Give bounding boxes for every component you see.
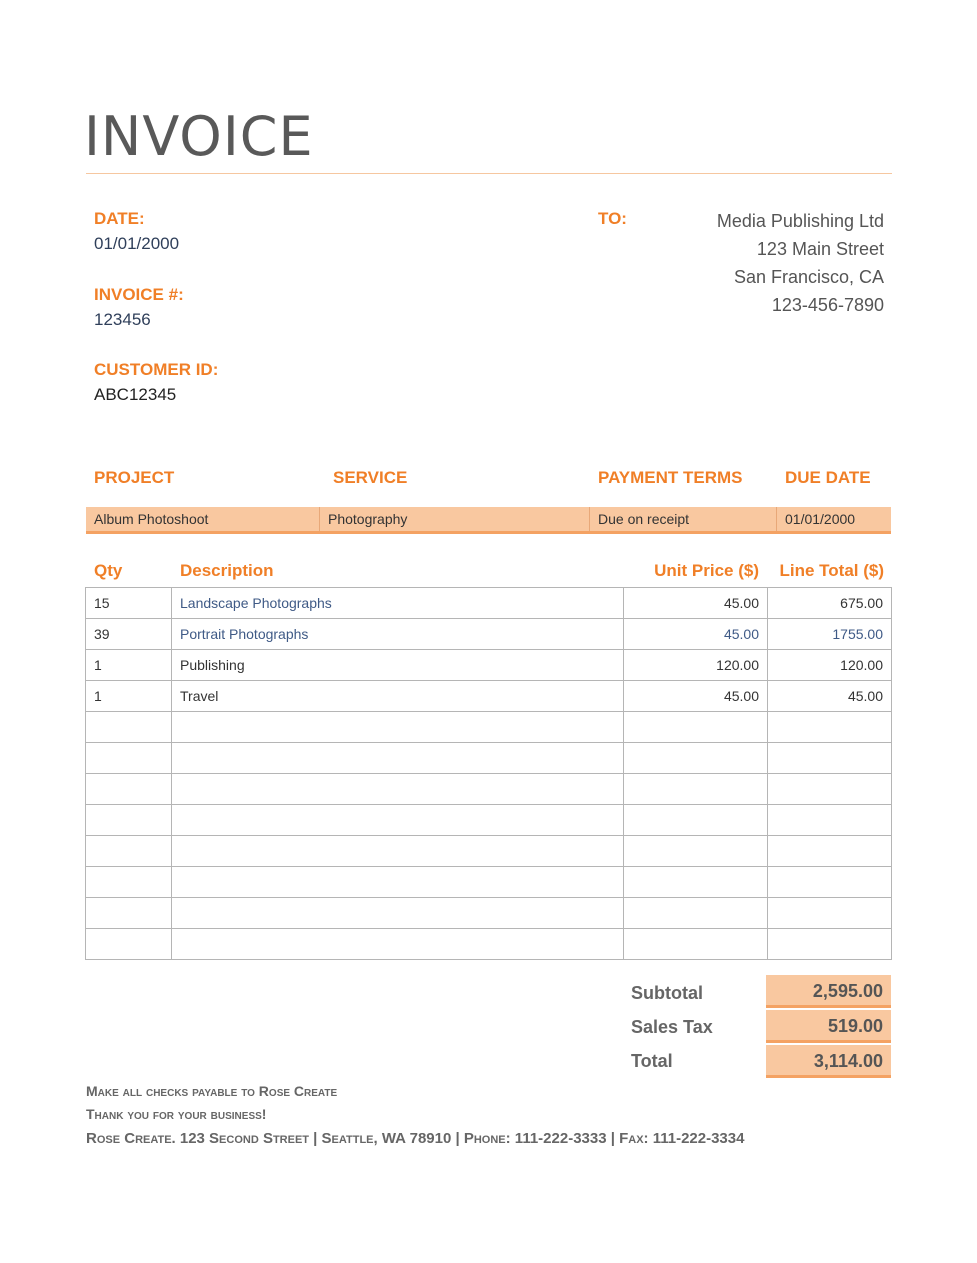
customer-id-value: ABC12345 (94, 385, 177, 404)
table-row (86, 619, 892, 650)
empty-row (86, 712, 892, 743)
empty-row (86, 898, 892, 929)
thank-you-note: Thank you for your business! (86, 1106, 267, 1122)
description-cell: Travel (172, 681, 624, 712)
recipient-company: Media Publishing Ltd (716, 211, 884, 231)
description-cell: Portrait Photographs (172, 619, 624, 650)
title-divider (86, 173, 892, 174)
sales-tax-label: Sales Tax (631, 1017, 713, 1037)
project-value: Album Photoshoot (86, 507, 320, 531)
empty-row (86, 774, 892, 805)
empty-row (86, 836, 892, 867)
date-value: 01/01/2000 (94, 234, 180, 253)
invoice-number-value: 123456 (94, 310, 151, 329)
service-header: SERVICE (333, 468, 408, 487)
checks-payable-note: Make all checks payable to Rose Create (86, 1083, 338, 1099)
table-row (86, 681, 892, 712)
empty-row (86, 929, 892, 960)
recipient-street: 123 Main Street (756, 239, 884, 259)
line-total-header: Line Total ($) (779, 561, 884, 580)
due-date-value: 01/01/2000 (785, 511, 856, 527)
service-value: Photography (320, 507, 590, 531)
company-contact-line: Rose Create. 123 Second Street | Seattle, WA 78910 | Phone: 111-222-3333 | Fax: 111-222-3334 (86, 1130, 745, 1147)
empty-row (86, 743, 892, 774)
qty-cell: 15 (86, 588, 172, 619)
unit-price-cell: 45.00 (624, 619, 768, 650)
qty-cell: 1 (86, 650, 172, 681)
description-header: Description (180, 561, 274, 580)
customer-id-label: CUSTOMER ID: (94, 360, 219, 379)
line-total-cell: 45.00 (768, 681, 892, 712)
line-total-cell: 1755.00 (768, 619, 892, 650)
total-label: Total (631, 1051, 673, 1071)
due-date-header: DUE DATE (785, 468, 871, 487)
table-row (86, 588, 892, 619)
unit-price-cell: 120.00 (624, 650, 768, 681)
empty-row (86, 805, 892, 836)
unit-price-cell: 45.00 (624, 681, 768, 712)
line-total-cell: 120.00 (768, 650, 892, 681)
to-label: TO: (598, 209, 627, 228)
empty-row (86, 867, 892, 898)
invoice-title: INVOICE (84, 105, 314, 168)
subtotal-value: 2,595.00 (766, 975, 891, 1008)
project-header: PROJECT (94, 468, 175, 487)
recipient-city: San Francisco, CA (733, 267, 884, 287)
qty-cell: 39 (86, 619, 172, 650)
sales-tax-value: 519.00 (766, 1010, 891, 1043)
date-label: DATE: (94, 209, 145, 228)
line-items-table (85, 587, 892, 960)
payment-terms-value: Due on receipt (590, 507, 777, 531)
recipient-address (717, 207, 884, 319)
qty-cell: 1 (86, 681, 172, 712)
payment-terms-header: PAYMENT TERMS (598, 468, 743, 487)
subtotal-label: Subtotal (631, 983, 703, 1003)
description-cell: Publishing (172, 650, 624, 681)
line-total-cell: 675.00 (768, 588, 892, 619)
unit-price-header: Unit Price ($) (654, 561, 759, 580)
invoice-number-label: INVOICE #: (94, 285, 184, 304)
project-row (86, 507, 891, 534)
recipient-phone: 123-456-7890 (771, 295, 884, 315)
qty-header: Qty (94, 561, 123, 580)
total-value: 3,114.00 (766, 1045, 891, 1078)
description-cell: Landscape Photographs (172, 588, 624, 619)
unit-price-cell: 45.00 (624, 588, 768, 619)
table-row (86, 650, 892, 681)
